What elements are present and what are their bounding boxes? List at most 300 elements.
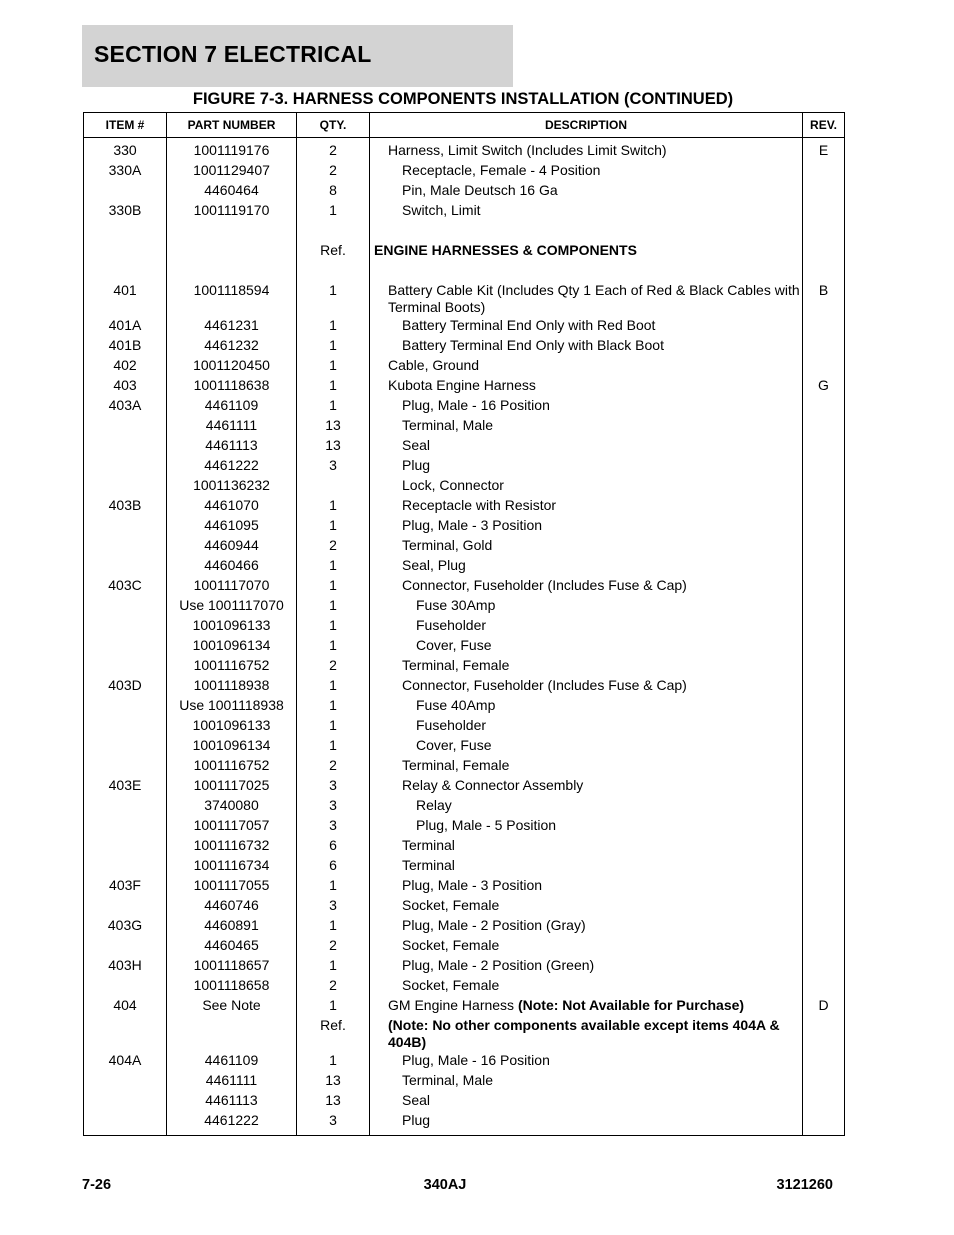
qty-cell: 3: [297, 816, 370, 836]
part-number-cell: [167, 1016, 297, 1051]
description-main: Fuse 40Amp: [416, 697, 496, 713]
table-row: [84, 1091, 845, 1111]
rev-cell: [803, 836, 845, 856]
qty-cell: [297, 261, 370, 281]
header-qty: QTY.: [297, 113, 370, 138]
description-text: [372, 877, 800, 894]
item-cell: [84, 736, 167, 756]
description-text: [372, 437, 800, 454]
item-cell: 403G: [84, 916, 167, 936]
table-row: [84, 456, 845, 476]
description-cell: [370, 336, 803, 356]
description-main: Terminal, Male: [402, 1072, 494, 1088]
item-cell: 330B: [84, 201, 167, 221]
item-cell: [84, 936, 167, 956]
item-cell: 330: [84, 138, 167, 162]
qty-cell: 1: [297, 516, 370, 536]
description-cell: [370, 996, 803, 1016]
rev-cell: [803, 336, 845, 356]
description-text: [372, 697, 800, 714]
description-text: [372, 917, 800, 934]
rev-cell: [803, 976, 845, 996]
description-main: Seal, Plug: [402, 557, 466, 573]
rev-cell: [803, 181, 845, 201]
description-main: Connector, Fuseholder (Includes Fuse & Cap): [402, 677, 687, 693]
item-cell: 403F: [84, 876, 167, 896]
page-number: 7-26: [82, 1177, 112, 1193]
item-cell: [84, 221, 167, 241]
description-text: [372, 637, 800, 654]
description-main: Plug: [402, 1112, 431, 1128]
table-row: [84, 516, 845, 536]
description-text: [372, 202, 800, 219]
qty-cell: 1: [297, 876, 370, 896]
description-main: GM Engine Harness: [388, 997, 518, 1013]
description-cell: [370, 201, 803, 221]
description-main: Terminal, Gold: [402, 537, 493, 553]
qty-cell: 1: [297, 336, 370, 356]
rev-cell: [803, 396, 845, 416]
table-row: [84, 316, 845, 336]
description-main: Plug, Male - 2 Position (Green): [402, 957, 595, 973]
part-number-cell: 1001117057: [167, 816, 297, 836]
description-main: Terminal, Male: [402, 417, 494, 433]
qty-cell: 1: [297, 396, 370, 416]
description-cell: [370, 636, 803, 656]
model-name: 340AJ: [423, 1177, 467, 1193]
rev-cell: [803, 476, 845, 496]
description-cell: [370, 396, 803, 416]
rev-cell: B: [803, 281, 845, 316]
description-cell: [370, 816, 803, 836]
description-cell: [370, 796, 803, 816]
table-row: [84, 896, 845, 916]
rev-cell: [803, 536, 845, 556]
table-row: [84, 396, 845, 416]
description-text: [372, 857, 800, 874]
part-number-cell: 4461113: [167, 436, 297, 456]
part-number-cell: 1001116734: [167, 856, 297, 876]
description-main: Plug, Male - 5 Position: [416, 817, 557, 833]
part-number-cell: 4461113: [167, 1091, 297, 1111]
description-main: Receptacle with Resistor: [402, 497, 557, 513]
qty-cell: 13: [297, 416, 370, 436]
description-cell: [370, 596, 803, 616]
part-number-cell: 1001117025: [167, 776, 297, 796]
rev-cell: [803, 616, 845, 636]
qty-cell: 1: [297, 281, 370, 316]
description-main: Relay & Connector Assembly: [402, 777, 584, 793]
description-text: [372, 397, 800, 414]
table-row: [84, 916, 845, 936]
description-cell: [370, 281, 803, 316]
qty-cell: 2: [297, 976, 370, 996]
item-cell: [84, 756, 167, 776]
rev-cell: [803, 696, 845, 716]
item-cell: [84, 856, 167, 876]
description-main: Plug, Male - 2 Position (Gray): [402, 917, 586, 933]
table-row: [84, 956, 845, 976]
rev-cell: [803, 261, 845, 281]
rev-cell: [803, 1016, 845, 1051]
table-row: [84, 281, 845, 316]
qty-cell: 13: [297, 436, 370, 456]
description-main: Seal: [402, 437, 431, 453]
item-cell: 401: [84, 281, 167, 316]
item-cell: [84, 516, 167, 536]
description-text: [372, 1052, 800, 1069]
part-number-cell: 1001116752: [167, 756, 297, 776]
item-cell: [84, 716, 167, 736]
part-number-cell: 1001096134: [167, 736, 297, 756]
header-item: ITEM #: [84, 113, 167, 138]
description-cell: [370, 896, 803, 916]
description-main: Lock, Connector: [402, 477, 504, 493]
item-cell: [84, 796, 167, 816]
rev-cell: [803, 956, 845, 976]
description-text: [372, 737, 800, 754]
table-row: [84, 836, 845, 856]
item-cell: [84, 1111, 167, 1136]
item-cell: [84, 696, 167, 716]
part-number-cell: 1001096134: [167, 636, 297, 656]
rev-cell: [803, 856, 845, 876]
item-cell: [84, 476, 167, 496]
item-cell: [84, 616, 167, 636]
rev-cell: [803, 816, 845, 836]
part-number-cell: Use 1001118938: [167, 696, 297, 716]
description-cell: [370, 676, 803, 696]
part-number-cell: 4461232: [167, 336, 297, 356]
description-main: Pin, Male Deutsch 16 Ga: [402, 182, 558, 198]
part-number-cell: 4461231: [167, 316, 297, 336]
description-cell: [370, 916, 803, 936]
qty-cell: 1: [297, 201, 370, 221]
description-text: [372, 1072, 800, 1089]
qty-cell: 1: [297, 376, 370, 396]
table-row: [84, 856, 845, 876]
description-text: [372, 182, 800, 199]
item-cell: 401B: [84, 336, 167, 356]
description-main: Harness, Limit Switch (Includes Limit Switch): [388, 142, 667, 158]
rev-cell: [803, 161, 845, 181]
description-cell: [370, 616, 803, 636]
description-main: Plug: [402, 457, 431, 473]
table-row: [84, 496, 845, 516]
qty-cell: 1: [297, 956, 370, 976]
item-cell: 330A: [84, 161, 167, 181]
rev-cell: [803, 656, 845, 676]
rev-cell: [803, 876, 845, 896]
qty-cell: 1: [297, 636, 370, 656]
item-cell: 404: [84, 996, 167, 1016]
description-cell: [370, 376, 803, 396]
part-number-cell: 4461111: [167, 416, 297, 436]
rev-cell: E: [803, 138, 845, 162]
qty-cell: 1: [297, 356, 370, 376]
table-row: [84, 376, 845, 396]
part-number-cell: 1001118594: [167, 281, 297, 316]
qty-cell: 3: [297, 1111, 370, 1136]
part-number-cell: 4461095: [167, 516, 297, 536]
description-cell: [370, 436, 803, 456]
part-number-cell: 1001118638: [167, 376, 297, 396]
description-cell: [370, 356, 803, 376]
description-main: Cable, Ground: [388, 357, 480, 373]
description-main: Switch, Limit: [402, 202, 481, 218]
part-number-cell: 1001118657: [167, 956, 297, 976]
description-main: Battery Terminal End Only with Red Boot: [402, 317, 656, 333]
description-text: [372, 357, 800, 374]
description-cell: [370, 936, 803, 956]
qty-cell: Ref.: [297, 241, 370, 261]
table-row: [84, 201, 845, 221]
qty-cell: 6: [297, 836, 370, 856]
description-text: [372, 162, 800, 179]
rev-cell: [803, 796, 845, 816]
description-text: [372, 777, 800, 794]
rev-cell: [803, 756, 845, 776]
description-main: Socket, Female: [402, 977, 500, 993]
qty-cell: 3: [297, 456, 370, 476]
item-cell: 403: [84, 376, 167, 396]
description-main: Receptacle, Female - 4 Position: [402, 162, 601, 178]
parts-table: [83, 112, 845, 1136]
header-rev: REV.: [803, 113, 845, 138]
description-cell: [370, 776, 803, 796]
table-row: [84, 536, 845, 556]
item-cell: 403B: [84, 496, 167, 516]
description-text: [372, 977, 800, 994]
part-number-cell: Use 1001117070: [167, 596, 297, 616]
item-cell: [84, 181, 167, 201]
description-cell: [370, 416, 803, 436]
description-text: [372, 242, 800, 259]
table-row: [84, 1071, 845, 1091]
description-cell: [370, 1091, 803, 1111]
description-main: Battery Cable Kit (Includes Qty 1 Each of Red & Black Cables with Terminal Boots): [388, 282, 800, 315]
table-row: [84, 138, 845, 162]
description-cell: [370, 556, 803, 576]
description-text: [372, 457, 800, 474]
description-main: (Note: No other components available except items 404A & 404B): [388, 1017, 780, 1050]
qty-cell: Ref.: [297, 1016, 370, 1051]
description-text: [372, 317, 800, 334]
description-cell: [370, 536, 803, 556]
table-row: [84, 261, 845, 281]
table-row: [84, 1016, 845, 1051]
part-number-cell: 1001118658: [167, 976, 297, 996]
description-main: Fuseholder: [416, 617, 487, 633]
description-cell: [370, 756, 803, 776]
item-cell: 403C: [84, 576, 167, 596]
qty-cell: 2: [297, 756, 370, 776]
rev-cell: [803, 776, 845, 796]
description-cell: [370, 476, 803, 496]
description-cell: [370, 1016, 803, 1051]
part-number-cell: [167, 241, 297, 261]
part-number-cell: 1001118938: [167, 676, 297, 696]
part-number-cell: 1001119170: [167, 201, 297, 221]
table-row: [84, 1051, 845, 1071]
description-cell: [370, 1071, 803, 1091]
description-main: ENGINE HARNESSES & COMPONENTS: [374, 242, 637, 258]
part-number-cell: 4461222: [167, 456, 297, 476]
rev-cell: [803, 201, 845, 221]
description-cell: [370, 1111, 803, 1136]
description-cell: [370, 656, 803, 676]
description-main: Cover, Fuse: [416, 737, 492, 753]
description-text: [372, 677, 800, 694]
description-cell: [370, 876, 803, 896]
description-text: [372, 377, 800, 394]
item-cell: [84, 656, 167, 676]
description-text: [372, 577, 800, 594]
rev-cell: [803, 736, 845, 756]
qty-cell: 1: [297, 316, 370, 336]
rev-cell: [803, 936, 845, 956]
table-row: [84, 716, 845, 736]
qty-cell: 1: [297, 696, 370, 716]
table-row: [84, 436, 845, 456]
description-cell: [370, 696, 803, 716]
item-cell: 403A: [84, 396, 167, 416]
qty-cell: 6: [297, 856, 370, 876]
description-cell: [370, 241, 803, 261]
qty-cell: 2: [297, 936, 370, 956]
table-row: [84, 356, 845, 376]
table-row: [84, 336, 845, 356]
rev-cell: G: [803, 376, 845, 396]
description-main: Fuseholder: [416, 717, 487, 733]
rev-cell: [803, 916, 845, 936]
qty-cell: 1: [297, 596, 370, 616]
table-row: [84, 416, 845, 436]
item-cell: [84, 636, 167, 656]
part-number-cell: 3740080: [167, 796, 297, 816]
part-number-cell: 4460891: [167, 916, 297, 936]
description-text: [372, 557, 800, 574]
rev-cell: [803, 516, 845, 536]
table-header-row: [84, 113, 845, 138]
rev-cell: [803, 241, 845, 261]
description-text: [372, 517, 800, 534]
description-main: Terminal: [402, 857, 455, 873]
table-row: [84, 556, 845, 576]
table-row: [84, 736, 845, 756]
item-cell: 403D: [84, 676, 167, 696]
description-main: Terminal, Female: [402, 757, 510, 773]
qty-cell: 1: [297, 996, 370, 1016]
item-cell: [84, 416, 167, 436]
description-cell: [370, 956, 803, 976]
item-cell: [84, 241, 167, 261]
description-cell: [370, 316, 803, 336]
item-cell: [84, 261, 167, 281]
part-number-cell: 4461109: [167, 1051, 297, 1071]
table-row: [84, 181, 845, 201]
description-main: Plug, Male - 16 Position: [402, 397, 550, 413]
item-cell: 403E: [84, 776, 167, 796]
table-row: [84, 476, 845, 496]
part-number-cell: 1001096133: [167, 616, 297, 636]
description-text: [372, 837, 800, 854]
qty-cell: 3: [297, 896, 370, 916]
qty-cell: 2: [297, 536, 370, 556]
description-main: Kubota Engine Harness: [388, 377, 536, 393]
table-row: [84, 636, 845, 656]
rev-cell: [803, 1051, 845, 1071]
part-number-cell: [167, 221, 297, 241]
qty-cell: 1: [297, 716, 370, 736]
qty-cell: 3: [297, 776, 370, 796]
rev-cell: [803, 556, 845, 576]
part-number-cell: 1001117055: [167, 876, 297, 896]
table-row: [84, 876, 845, 896]
description-cell: [370, 161, 803, 181]
table-row: [84, 576, 845, 596]
part-number-cell: 1001129407: [167, 161, 297, 181]
qty-cell: 3: [297, 796, 370, 816]
part-number-cell: 4461070: [167, 496, 297, 516]
qty-cell: 1: [297, 1051, 370, 1071]
part-number-cell: 4460465: [167, 936, 297, 956]
table-row: [84, 796, 845, 816]
rev-cell: [803, 356, 845, 376]
description-cell: [370, 261, 803, 281]
parts-table-body: [84, 138, 845, 1136]
description-text: [372, 597, 800, 614]
qty-cell: 13: [297, 1091, 370, 1111]
description-text: [372, 477, 800, 494]
part-number-cell: 4460464: [167, 181, 297, 201]
description-main: Plug, Male - 3 Position: [402, 877, 543, 893]
description-cell: [370, 181, 803, 201]
rev-cell: [803, 416, 845, 436]
qty-cell: 1: [297, 916, 370, 936]
item-cell: 402: [84, 356, 167, 376]
description-cell: [370, 138, 803, 162]
table-row: [84, 936, 845, 956]
description-cell: [370, 856, 803, 876]
item-cell: [84, 596, 167, 616]
part-number-cell: 1001136232: [167, 476, 297, 496]
item-cell: 403H: [84, 956, 167, 976]
qty-cell: 2: [297, 161, 370, 181]
description-cell: [370, 736, 803, 756]
table-row: [84, 816, 845, 836]
rev-cell: [803, 496, 845, 516]
rev-cell: [803, 1111, 845, 1136]
item-cell: [84, 1091, 167, 1111]
rev-cell: [803, 316, 845, 336]
part-number-cell: 4461109: [167, 396, 297, 416]
item-cell: [84, 976, 167, 996]
description-cell: [370, 1051, 803, 1071]
rev-cell: [803, 896, 845, 916]
table-row: [84, 221, 845, 241]
description-text: [372, 797, 800, 814]
item-cell: [84, 1071, 167, 1091]
description-cell: [370, 976, 803, 996]
qty-cell: 2: [297, 656, 370, 676]
rev-cell: [803, 636, 845, 656]
description-cell: [370, 496, 803, 516]
description-text: [372, 1092, 800, 1109]
description-text: [372, 817, 800, 834]
description-main: Cover, Fuse: [416, 637, 492, 653]
part-number-cell: [167, 261, 297, 281]
